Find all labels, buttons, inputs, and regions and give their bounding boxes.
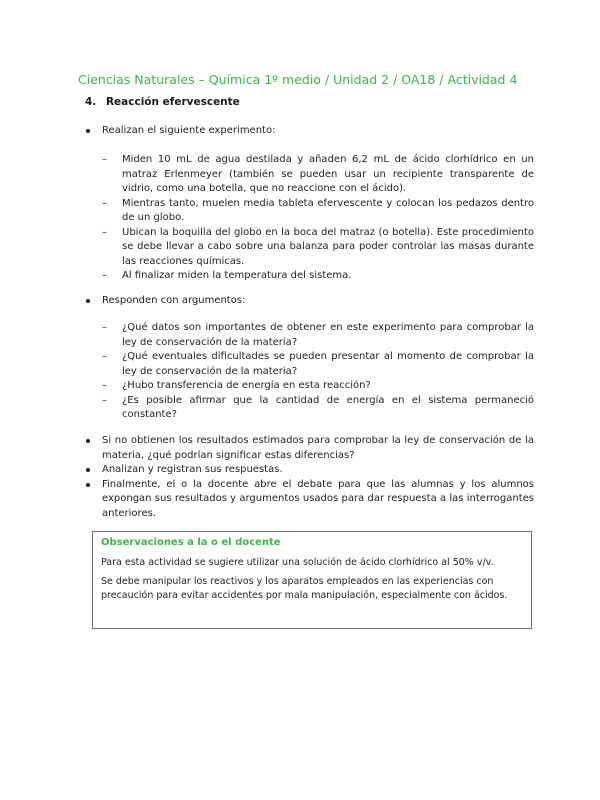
arguments-questions	[82, 321, 534, 423]
argument-question: – ¿Hubo transferencia de energía en esta reacción?	[102, 380, 371, 391]
argument-question: – ¿Qué datos son importantes de obtener en este experimento para comprobar la ley de conservación de la materia?	[102, 322, 534, 348]
argument-question: – ¿Qué eventuales dificultades se pueden presentar al momento de comprobar la ley de conservación de la materia?	[102, 351, 534, 377]
experiment-step: – Miden 10 mL de agua destilada y añaden 6,2 mL de ácido clorhídrico en un matraz Erlenmeyer (también se pueden usar un recipiente transparente de vidrio, como una botella, que no reaccione con el ácido).	[102, 154, 534, 194]
experiment-step: – Al finalizar miden la temperatura del sistema.	[102, 270, 352, 281]
experiment-intro: Realizan el siguiente experimento:	[82, 124, 534, 139]
closing-bullet: Finalmente, el o la docente abre el debate para que las alumnas y los alumnos expongan sus resultados y argumentos usados para dar respuesta a las interrogantes anteriores.	[82, 478, 534, 522]
closing-bullet: Analizan y registran sus respuestas.	[82, 463, 534, 478]
closing-bullet: Si no obtienen los resultados estimados para comprobar la ley de conservación de la materia, ¿qué podrían significar estas diferencias?	[82, 434, 534, 463]
argument-question: – ¿Es posible afirmar que la cantidad de energía en el sistema permaneció constante?	[102, 394, 534, 420]
experiment-section	[82, 124, 534, 139]
experiment-step: – Ubican la boquilla del globo en la boca del matraz (o botella). Este procedimiento se debe llevar a cabo sobre una balanza para poder controlar las masas durante las reacciones químicas.	[102, 226, 534, 267]
section-number: 4.	[85, 96, 97, 108]
closing-bullets	[82, 434, 534, 521]
observations-box	[92, 531, 532, 629]
arguments-section	[82, 294, 534, 309]
observations-paragraph: Para esta actividad se sugiere utilizar una solución de ácido clorhídrico al 50% v/v.	[101, 556, 494, 568]
experiment-steps	[82, 153, 534, 284]
breadcrumb-header: Ciencias Naturales – Química 1º medio / Unidad 2 / OA18 / Actividad 4	[78, 72, 518, 87]
section-heading	[85, 96, 240, 108]
experiment-step: – Mientras tanto, muelen media tableta efervescente y colocan los pedazos dentro de un globo.	[102, 197, 534, 223]
section-title: Reacción efervescente	[105, 96, 240, 108]
observations-title: Observaciones a la o el docente	[101, 537, 281, 548]
arguments-intro: Responden con argumentos:	[82, 294, 534, 309]
observations-paragraph: Se debe manipular los reactivos y los aparatos empleados en las experiencias con precaución para evitar accidentes por mala manipulación, especialmente con ácidos.	[101, 576, 508, 601]
